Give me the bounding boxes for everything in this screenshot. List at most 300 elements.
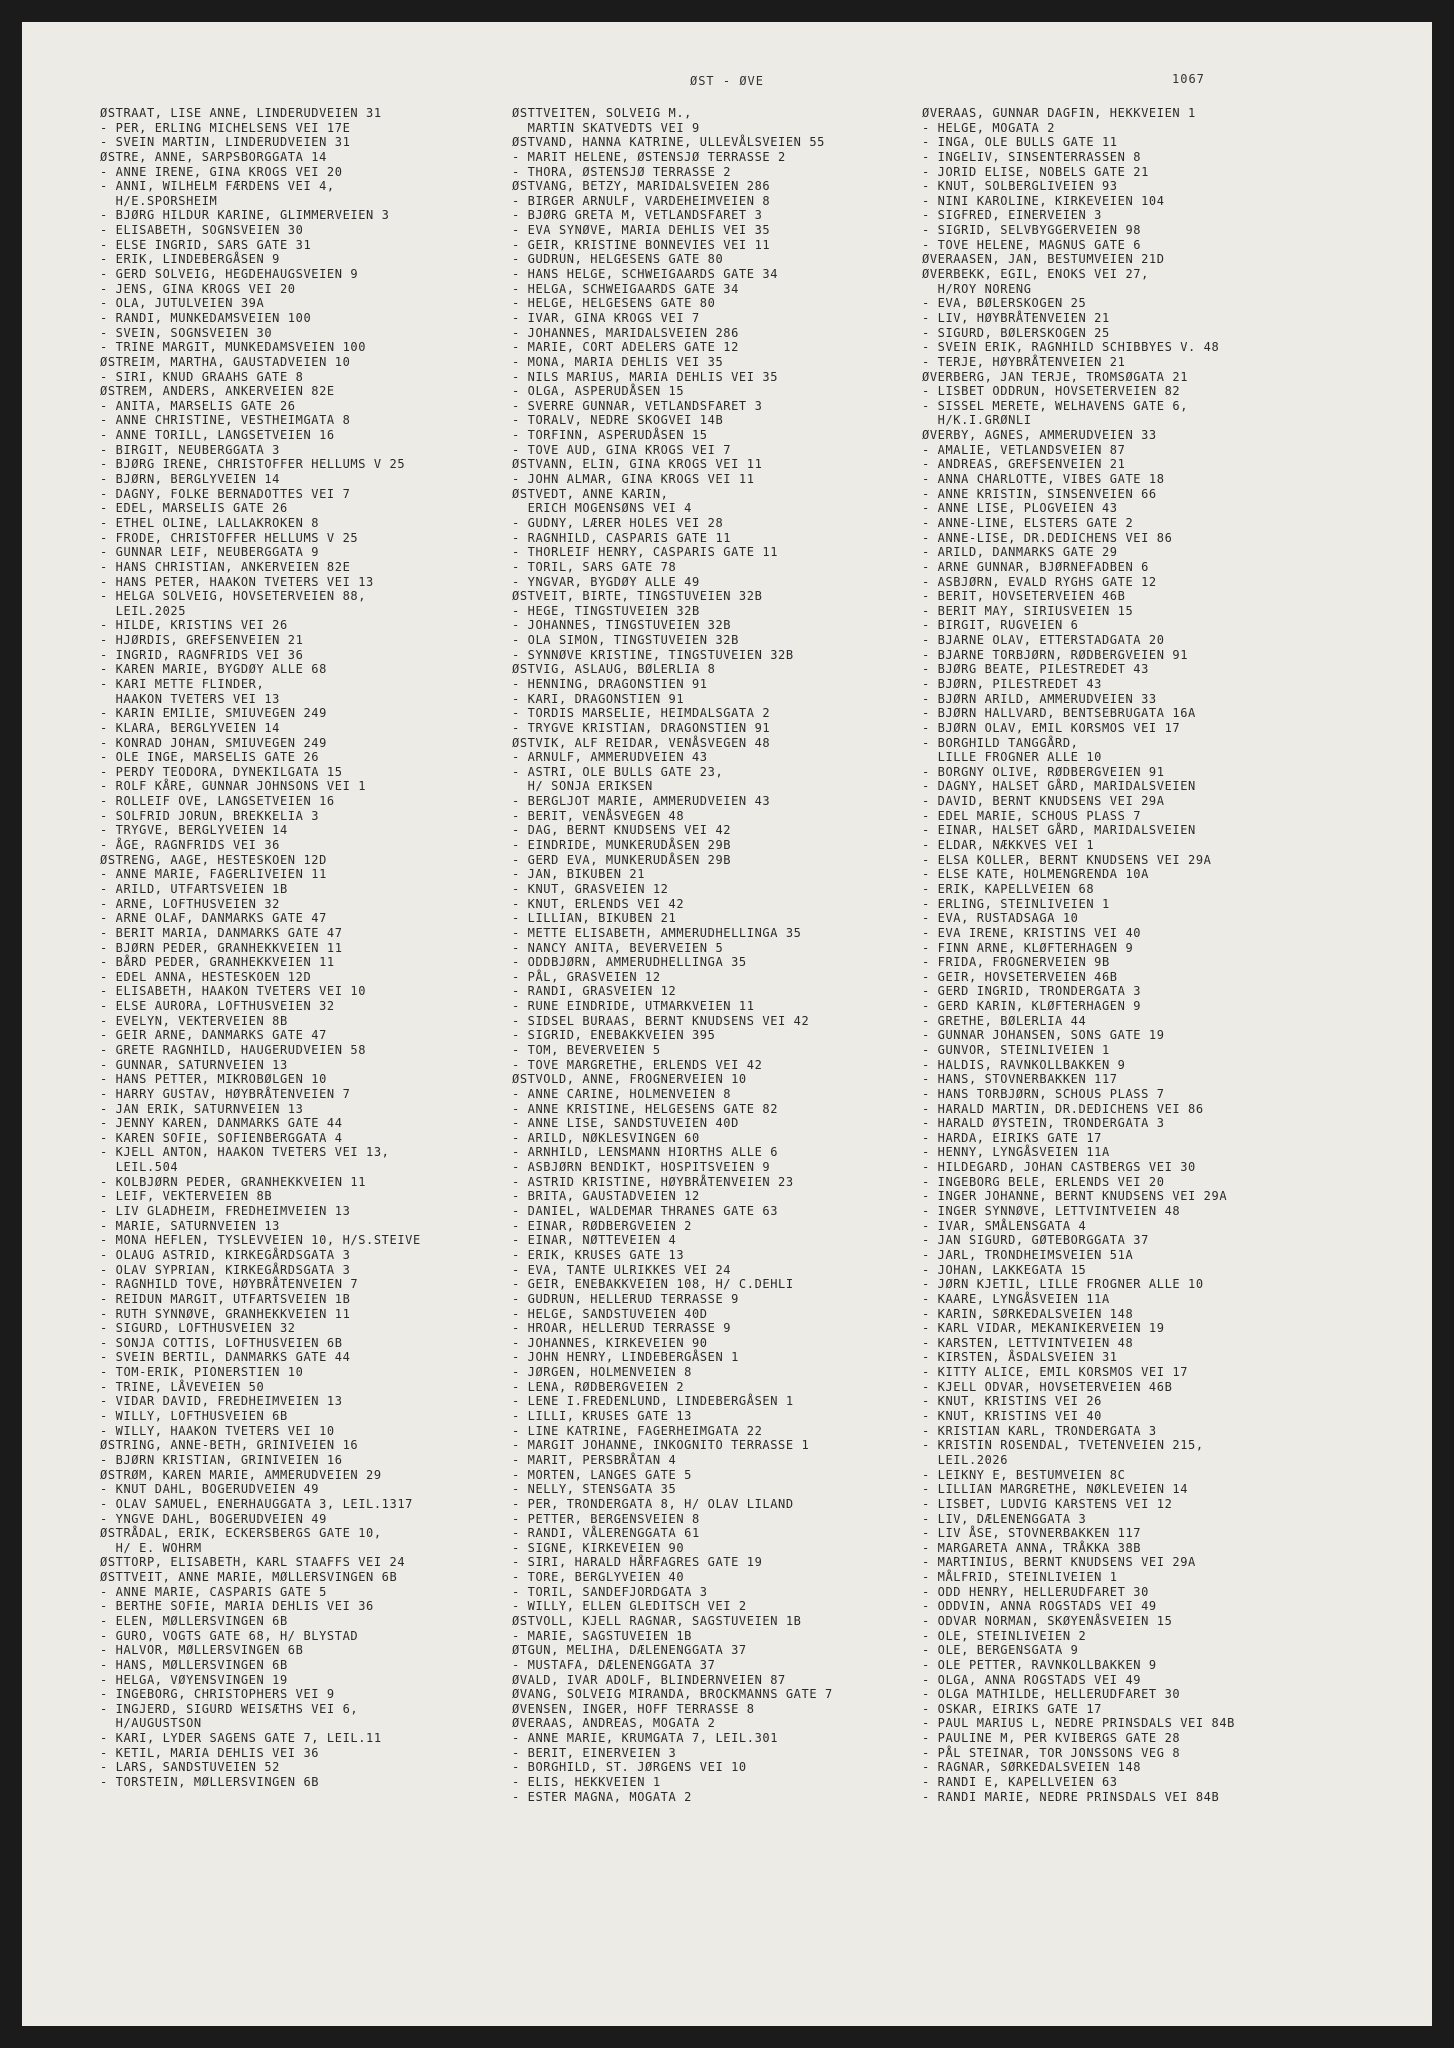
directory-entry: - BORGHILD, ST. JØRGENS VEI 10	[512, 1760, 747, 1775]
directory-entry: - BJØRG HILDUR KARINE, GLIMMERVEIEN 3	[100, 208, 390, 223]
directory-entry: - TOM, BEVERVEIEN 5	[512, 1043, 661, 1057]
directory-column-3	[922, 106, 1235, 1804]
directory-entry: - BERIT, HOVSETERVEIEN 46B	[922, 589, 1126, 604]
directory-entry: - BJØRN OLAV, EMIL KORSMOS VEI 17	[922, 720, 1181, 735]
directory-entry: - GEIR, HOVSETERVEIEN 46B	[922, 969, 1118, 984]
directory-entry: - IVAR, SMÅLENSGATA 4	[922, 1218, 1087, 1233]
directory-entry: - HANS PETTER, MIKROBØLGEN 10	[100, 1072, 327, 1087]
directory-entry: - TORE, BERGLYVEIEN 40	[512, 1570, 685, 1585]
directory-entry: - BORGHILD TANGGÅRD,	[922, 735, 1079, 750]
directory-entry: - BIRGER ARNULF, VARDEHEIMVEIEN 8	[512, 193, 771, 208]
directory-entry: - OLA SIMON, TINGSTUVEIEN 32B	[512, 633, 739, 648]
directory-entry: - DAG, BERNT KNUDSENS VEI 42	[512, 823, 732, 838]
directory-entry: - MARIE, CORT ADELERS GATE 12	[512, 340, 739, 355]
directory-entry: ØSTVEIT, BIRTE, TINGSTUVEIEN 32B	[512, 589, 763, 604]
directory-entry: - VIDAR DAVID, FREDHEIMVEIEN 13	[100, 1394, 343, 1409]
directory-entry: - SIGURD, BØLERSKOGEN 25	[922, 325, 1110, 340]
directory-entry: - LENA, RØDBERGVEIEN 2	[512, 1379, 685, 1394]
directory-entry: - BJARNE OLAV, ETTERSTADGATA 20	[922, 633, 1165, 648]
directory-entry: - RAGNHILD TOVE, HØYBRÅTENVEIEN 7	[100, 1277, 359, 1292]
directory-entry: - ELSE KATE, HOLMENGRENDA 10A	[922, 867, 1149, 882]
directory-entry: - BJØRN, PILESTREDET 43	[922, 676, 1102, 691]
directory-entry: - ROLLEIF OVE, LANGSETVEIEN 16	[100, 794, 335, 809]
directory-entry: - ASTRI, OLE BULLS GATE 23,	[512, 764, 724, 779]
directory-entry: - HARDA, EIRIKS GATE 17	[922, 1130, 1102, 1145]
directory-entry: - JOHANNES, TINGSTUVEIEN 32B	[512, 618, 732, 633]
directory-entry: - LARS, SANDSTUVEIEN 52	[100, 1760, 280, 1775]
directory-entry: ØSTREIM, MARTHA, GAUSTADVEIEN 10	[100, 354, 351, 369]
directory-entry: - ANNE KRISTIN, SINSENVEIEN 66	[922, 486, 1157, 501]
directory-entry: - ANNE CARINE, HOLMENVEIEN 8	[512, 1086, 732, 1101]
directory-entry: - BERIT MARIA, DANMARKS GATE 47	[100, 925, 343, 940]
directory-entry: - SVERRE GUNNAR, VETLANDSFARET 3	[512, 398, 763, 413]
directory-entry: - GERD EVA, MUNKERUDÅSEN 29B	[512, 852, 732, 867]
directory-entry: - SONJA COTTIS, LOFTHUSVEIEN 6B	[100, 1335, 343, 1350]
directory-entry: - THORLEIF HENRY, CASPARIS GATE 11	[512, 545, 779, 560]
directory-entry: - KNUT DAHL, BOGERUDVEIEN 49	[100, 1482, 320, 1497]
directory-entry: - PER, TRONDERGATA 8, H/ OLAV LILAND	[512, 1496, 794, 1511]
directory-entry: - KARIN EMILIE, SMIUVEGEN 249	[100, 706, 327, 721]
directory-entry: - HELGA, VØYENSVINGEN 19	[100, 1672, 288, 1687]
directory-entry: - BERIT, VENÅSVEGEN 48	[512, 808, 685, 823]
directory-entry: - INGER SYNNØVE, LETTVINTVEIEN 48	[922, 1204, 1181, 1219]
directory-entry: - SVEIN, SOGNSVEIEN 30	[100, 325, 273, 340]
directory-entry: - KJELL ANTON, HAAKON TVETERS VEI 13,	[100, 1145, 390, 1160]
directory-entry: - SIGRID, ENEBAKKVEIEN 395	[512, 1028, 716, 1043]
directory-entry: ØSTVIK, ALF REIDAR, VENÅSVEGEN 48	[512, 735, 771, 750]
directory-entry: - OLE INGE, MARSELIS GATE 26	[100, 750, 320, 765]
directory-entry: - GUNVOR, STEINLIVEIEN 1	[922, 1043, 1110, 1057]
directory-entry: - RANDI E, KAPELLVEIEN 63	[922, 1775, 1118, 1790]
directory-entry: - KAARE, LYNGÅSVEIEN 11A	[922, 1291, 1110, 1306]
directory-entry: - KETIL, MARIA DEHLIS VEI 36	[100, 1745, 320, 1760]
directory-entry: - JENS, GINA KROGS VEI 20	[100, 281, 296, 296]
directory-entry: ØSTVOLL, KJELL RAGNAR, SAGSTUVEIEN 1B	[512, 1613, 802, 1628]
directory-entry: - KARI, DRAGONSTIEN 91	[512, 691, 685, 706]
directory-entry: - DAVID, BERNT KNUDSENS VEI 29A	[922, 794, 1165, 809]
directory-entry: - JOHN HENRY, LINDEBERGÅSEN 1	[512, 1350, 739, 1365]
directory-entry: - JØRN KJETIL, LILLE FROGNER ALLE 10	[922, 1277, 1204, 1292]
directory-entry: - NANCY ANITA, BEVERVEIEN 5	[512, 940, 724, 955]
directory-entry: - GURO, VOGTS GATE 68, H/ BLYSTAD	[100, 1628, 359, 1643]
directory-entry: - ERIK, LINDEBERGÅSEN 9	[100, 252, 280, 267]
directory-entry: - GUNNAR LEIF, NEUBERGGATA 9	[100, 545, 320, 560]
directory-entry: - SIDSEL BURAAS, BERNT KNUDSENS VEI 42	[512, 1013, 810, 1028]
directory-entry: - DAGNY, HALSET GÅRD, MARIDALSVEIEN	[922, 779, 1196, 794]
directory-entry: - GUDRUN, HELGESENS GATE 80	[512, 252, 724, 267]
directory-entry: - ARILD, UTFARTSVEIEN 1B	[100, 881, 288, 896]
directory-entry: - KARL VIDAR, MEKANIKERVEIEN 19	[922, 1321, 1165, 1336]
directory-entry: ØSTTVEITEN, SOLVEIG M.,	[512, 106, 692, 120]
directory-entry: - HILDEGARD, JOHAN CASTBERGS VEI 30	[922, 1160, 1196, 1175]
directory-entry: - BJØRG GRETA M, VETLANDSFARET 3	[512, 208, 763, 223]
directory-entry: - HELGE, SANDSTUVEIEN 40D	[512, 1306, 708, 1321]
directory-entry: - GEIR ARNE, DANMARKS GATE 47	[100, 1028, 327, 1043]
directory-entry: - KONRAD JOHAN, SMIUVEGEN 249	[100, 735, 327, 750]
directory-entry: - ANDREAS, GREFSENVEIEN 21	[922, 457, 1126, 472]
directory-entry: - HARRY GUSTAV, HØYBRÅTENVEIEN 7	[100, 1086, 351, 1101]
directory-entry: ØSTVEDT, ANNE KARIN,	[512, 486, 669, 501]
directory-entry: - PÅL STEINAR, TOR JONSSONS VEG 8	[922, 1745, 1181, 1760]
directory-entry: - THORA, ØSTENSJØ TERRASSE 2	[512, 164, 732, 179]
directory-entry: - ANNI, WILHELM FÆRDENS VEI 4,	[100, 179, 335, 194]
directory-entry: - INGELIV, SINSENTERRASSEN 8	[922, 149, 1142, 164]
directory-entry: - ELSE INGRID, SARS GATE 31	[100, 237, 312, 252]
directory-entry: - EDEL, MARSELIS GATE 26	[100, 501, 288, 516]
directory-entry: - LEIF, VEKTERVEIEN 8B	[100, 1189, 273, 1204]
directory-entry: - MONA, MARIA DEHLIS VEI 35	[512, 354, 724, 369]
directory-entry: - BJØRN HALLVARD, BENTSEBRUGATA 16A	[922, 706, 1196, 721]
directory-entry: - ASBJØRN BENDIKT, HOSPITSVEIEN 9	[512, 1160, 771, 1175]
directory-entry: - RANDI, MUNKEDAMSVEIEN 100	[100, 310, 312, 325]
directory-entry: - BJØRN PEDER, GRANHEKKVEIEN 11	[100, 940, 343, 955]
directory-entry: - ELISABETH, SOGNSVEIEN 30	[100, 223, 304, 238]
directory-entry: - GUNNAR JOHANSEN, SONS GATE 19	[922, 1028, 1165, 1043]
directory-entry: - KARSTEN, LETTVINTVEIEN 48	[922, 1335, 1134, 1350]
directory-entry: ØVERBEKK, EGIL, ENOKS VEI 27,	[922, 267, 1149, 282]
directory-entry: - OLA, JUTULVEIEN 39A	[100, 296, 265, 311]
directory-entry: - TOM-ERIK, PIONERSTIEN 10	[100, 1365, 304, 1380]
directory-entry: - LILLIAN MARGRETHE, NØKLEVEIEN 14	[922, 1482, 1189, 1497]
directory-entry: - INGEBORG BELE, ERLENDS VEI 20	[922, 1174, 1165, 1189]
directory-entry: ØVENSEN, INGER, HOFF TERRASSE 8	[512, 1701, 755, 1716]
directory-entry: - PER, ERLING MICHELSENS VEI 17E	[100, 120, 351, 135]
directory-entry: - WILLY, HAAKON TVETERS VEI 10	[100, 1423, 335, 1438]
directory-entry: - DAGNY, FOLKE BERNADOTTES VEI 7	[100, 486, 351, 501]
directory-entry: H/AUGUSTSON	[100, 1716, 202, 1731]
directory-entry: - MARIT, PERSBRÅTAN 4	[512, 1452, 677, 1467]
directory-entry: ØSTRÅDAL, ERIK, ECKERSBERGS GATE 10,	[100, 1526, 382, 1541]
directory-entry: - EDEL MARIE, SCHOUS PLASS 7	[922, 808, 1142, 823]
directory-entry: - GEIR, KRISTINE BONNEVIES VEI 11	[512, 237, 771, 252]
directory-entry: - HROAR, HELLERUD TERRASSE 9	[512, 1321, 732, 1336]
directory-entry: - ODD HENRY, HELLERUDFARET 30	[922, 1584, 1149, 1599]
directory-entry: - JAN SIGURD, GØTEBORGGATA 37	[922, 1233, 1149, 1248]
directory-entry: - ARNE, LOFTHUSVEIEN 32	[100, 896, 280, 911]
directory-entry: H/E.SPORSHEIM	[100, 193, 218, 208]
directory-column-1	[100, 106, 421, 1790]
directory-entry: ØSTVAND, HANNA KATRINE, ULLEVÅLSVEIEN 55	[512, 135, 825, 150]
directory-entry: - ANNE-LINE, ELSTERS GATE 2	[922, 515, 1134, 530]
directory-entry: - ROLF KÅRE, GUNNAR JOHNSONS VEI 1	[100, 779, 367, 794]
directory-entry: ØVANG, SOLVEIG MIRANDA, BROCKMANNS GATE 7	[512, 1687, 833, 1702]
directory-entry: - ERIK, KAPELLVEIEN 68	[922, 881, 1095, 896]
directory-entry: - BERGLJOT MARIE, AMMERUDVEIEN 43	[512, 794, 771, 809]
directory-entry: - ANNE LISE, PLOGVEIEN 43	[922, 501, 1118, 516]
directory-entry: - LINE KATRINE, FAGERHEIMGATA 22	[512, 1423, 763, 1438]
directory-entry: - TRYGVE, BERGLYVEIEN 14	[100, 823, 288, 838]
directory-entry: - NINI KAROLINE, KIRKEVEIEN 104	[922, 193, 1165, 208]
directory-entry: ØSTRING, ANNE-BETH, GRINIVEIEN 16	[100, 1438, 359, 1453]
directory-entry: - RAGNHILD, CASPARIS GATE 11	[512, 530, 732, 545]
directory-entry: - KIRSTEN, ÅSDALSVEIEN 31	[922, 1350, 1118, 1365]
directory-entry: - INGRID, RAGNFRIDS VEI 36	[100, 647, 304, 662]
directory-entry: - HARALD MARTIN, DR.DEDICHENS VEI 86	[922, 1101, 1204, 1116]
directory-entry: - BJARNE TORBJØRN, RØDBERGVEIEN 91	[922, 647, 1189, 662]
directory-entry: ØSTREM, ANDERS, ANKERVEIEN 82E	[100, 384, 335, 399]
directory-entry: - RANDI, GRASVEIEN 12	[512, 984, 677, 999]
directory-entry: - KARI METTE FLINDER,	[100, 676, 265, 691]
directory-entry: - MARIT HELENE, ØSTENSJØ TERRASSE 2	[512, 149, 786, 164]
directory-entry: - LIV, HØYBRÅTENVEIEN 21	[922, 310, 1110, 325]
directory-entry: - ELIS, HEKKVEIEN 1	[512, 1775, 661, 1790]
directory-entry: - ERLING, STEINLIVEIEN 1	[922, 896, 1110, 911]
directory-entry: ØSTRØM, KAREN MARIE, AMMERUDVEIEN 29	[100, 1467, 382, 1482]
directory-entry: - ÅGE, RAGNFRIDS VEI 36	[100, 838, 280, 853]
directory-entry: ØSTTVEIT, ANNE MARIE, MØLLERSVINGEN 6B	[100, 1570, 398, 1585]
directory-entry: - BJØRN KRISTIAN, GRINIVEIEN 16	[100, 1452, 343, 1467]
directory-entry: H/ E. WOHRM	[100, 1540, 202, 1555]
directory-entry: - EVA, RUSTADSAGA 10	[922, 911, 1079, 926]
directory-entry: - HARALD ØYSTEIN, TRONDERGATA 3	[922, 1116, 1165, 1131]
directory-entry: - ESTER MAGNA, MOGATA 2	[512, 1789, 692, 1804]
directory-entry: - TORIL, SARS GATE 78	[512, 559, 677, 574]
directory-entry: - TERJE, HØYBRÅTENVEIEN 21	[922, 354, 1126, 369]
directory-entry: - KNUT, GRASVEIEN 12	[512, 881, 669, 896]
directory-entry: - EVELYN, VEKTERVEIEN 8B	[100, 1013, 288, 1028]
directory-entry: - HANS, STOVNERBAKKEN 117	[922, 1072, 1118, 1087]
directory-entry: - OSKAR, EIRIKS GATE 17	[922, 1701, 1102, 1716]
directory-entry: - PETTER, BERGENSVEIEN 8	[512, 1511, 700, 1526]
directory-entry: - ARNULF, AMMERUDVEIEN 43	[512, 750, 708, 765]
directory-entry: ØVERBY, AGNES, AMMERUDVEIEN 33	[922, 428, 1157, 443]
directory-entry: - KITTY ALICE, EMIL KORSMOS VEI 17	[922, 1365, 1189, 1380]
directory-entry: MARTIN SKATVEDTS VEI 9	[512, 120, 700, 135]
directory-entry: - OLAV SAMUEL, ENERHAUGGATA 3, LEIL.1317	[100, 1496, 413, 1511]
directory-entry: ØVERAAS, GUNNAR DAGFIN, HEKKVEIEN 1	[922, 106, 1196, 120]
directory-entry: - TORFINN, ASPERUDÅSEN 15	[512, 428, 708, 443]
directory-entry: - HANS TORBJØRN, SCHOUS PLASS 7	[922, 1086, 1165, 1101]
directory-entry: - MARIE, SAGSTUVEIEN 1B	[512, 1628, 692, 1643]
directory-entry: - ERIK, KRUSES GATE 13	[512, 1247, 685, 1262]
directory-entry: - TOVE HELENE, MAGNUS GATE 6	[922, 237, 1142, 252]
directory-entry: - YNGVAR, BYGDØY ALLE 49	[512, 574, 700, 589]
directory-entry: - OLAUG ASTRID, KIRKEGÅRDSGATA 3	[100, 1247, 351, 1262]
directory-entry: - MARGIT JOHANNE, INKOGNITO TERRASSE 1	[512, 1438, 810, 1453]
directory-entry: - RUNE EINDRIDE, UTMARKVEIEN 11	[512, 999, 755, 1014]
directory-entry: - ANNE KRISTINE, HELGESENS GATE 82	[512, 1101, 779, 1116]
directory-entry: ØSTTORP, ELISABETH, KARL STAAFFS VEI 24	[100, 1555, 406, 1570]
directory-entry: ØVALD, IVAR ADOLF, BLINDERNVEIEN 87	[512, 1672, 786, 1687]
directory-entry: - BORGNY OLIVE, RØDBERGVEIEN 91	[922, 764, 1165, 779]
directory-entry: - KRISTIAN KARL, TRONDERGATA 3	[922, 1423, 1157, 1438]
directory-entry: - PAULINE M, PER KVIBERGS GATE 28	[922, 1731, 1181, 1746]
directory-entry: - BJØRN ARILD, AMMERUDVEIEN 33	[922, 691, 1157, 706]
directory-entry: - JOHN ALMAR, GINA KROGS VEI 11	[512, 472, 755, 487]
directory-entry: - GUDRUN, HELLERUD TERRASSE 9	[512, 1291, 739, 1306]
directory-entry: - FINN ARNE, KLØFTERHAGEN 9	[922, 940, 1134, 955]
directory-entry: - ANNE CHRISTINE, VESTHEIMGATA 8	[100, 413, 351, 428]
directory-entry: - KJELL ODVAR, HOVSETERVEIEN 46B	[922, 1379, 1173, 1394]
directory-entry: - NILS MARIUS, MARIA DEHLIS VEI 35	[512, 369, 779, 384]
directory-entry: - ELDAR, NÆKKVES VEI 1	[922, 838, 1095, 853]
directory-entry: ØSTRAAT, LISE ANNE, LINDERUDVEIEN 31	[100, 106, 382, 120]
directory-entry: - LEIKNY E, BESTUMVEIEN 8C	[922, 1467, 1126, 1482]
directory-entry: - ANNE LISE, SANDSTUVEIEN 40D	[512, 1116, 739, 1131]
directory-entry: - JORID ELISE, NOBELS GATE 21	[922, 164, 1149, 179]
directory-entry: - RUTH SYNNØVE, GRANHEKKVEIEN 11	[100, 1306, 351, 1321]
directory-entry: - MARTINIUS, BERNT KNUDSENS VEI 29A	[922, 1555, 1196, 1570]
directory-entry: - ELSA KOLLER, BERNT KNUDSENS VEI 29A	[922, 852, 1212, 867]
directory-entry: LEIL.504	[100, 1160, 179, 1175]
directory-page	[22, 22, 1432, 2026]
directory-entry: - SIRI, HARALD HÅRFAGRES GATE 19	[512, 1555, 763, 1570]
directory-entry: - SOLFRID JORUN, BREKKELIA 3	[100, 808, 320, 823]
directory-entry: - ANNA CHARLOTTE, VIBES GATE 18	[922, 472, 1165, 487]
directory-entry: - ETHEL OLINE, LALLAKROKEN 8	[100, 515, 320, 530]
directory-entry: - ASBJØRN, EVALD RYGHS GATE 12	[922, 574, 1157, 589]
directory-entry: - MÅLFRID, STEINLIVEIEN 1	[922, 1570, 1118, 1585]
directory-entry: - ANNE MARIE, FAGERLIVEIEN 11	[100, 867, 327, 882]
directory-entry: ØVERAAS, ANDREAS, MOGATA 2	[512, 1716, 716, 1731]
directory-entry: - EVA IRENE, KRISTINS VEI 40	[922, 925, 1142, 940]
directory-entry: ØVERBERG, JAN TERJE, TROMSØGATA 21	[922, 369, 1189, 384]
directory-entry: - ODDVIN, ANNA ROGSTADS VEI 49	[922, 1599, 1157, 1614]
directory-entry: - ELSE AURORA, LOFTHUSVEIEN 32	[100, 999, 335, 1014]
directory-entry: - GUDNY, LÆRER HOLES VEI 28	[512, 515, 724, 530]
directory-entry: - DANIEL, WALDEMAR THRANES GATE 63	[512, 1204, 779, 1219]
directory-entry: - ELEN, MØLLERSVINGEN 6B	[100, 1613, 288, 1628]
directory-entry: - HANS HELGE, SCHWEIGAARDS GATE 34	[512, 267, 779, 282]
directory-entry: - WILLY, LOFTHUSVEIEN 6B	[100, 1409, 288, 1424]
directory-entry: - SYNNØVE KRISTINE, TINGSTUVEIEN 32B	[512, 647, 794, 662]
directory-entry: - BÅRD PEDER, GRANHEKKVEIEN 11	[100, 955, 335, 970]
directory-entry: - GEIR, ENEBAKKVEIEN 108, H/ C.DEHLI	[512, 1277, 794, 1292]
directory-entry: - ODVAR NORMAN, SKØYENÅSVEIEN 15	[922, 1613, 1173, 1628]
directory-entry: ØTGUN, MELIHA, DÆLENENGGATA 37	[512, 1643, 747, 1658]
directory-entry: - LENE I.FREDENLUND, LINDEBERGÅSEN 1	[512, 1394, 794, 1409]
directory-entry: - HENNY, LYNGÅSVEIEN 11A	[922, 1145, 1110, 1160]
directory-entry: - HALVOR, MØLLERSVINGEN 6B	[100, 1643, 304, 1658]
directory-entry: - PÅL, GRASVEIEN 12	[512, 969, 661, 984]
directory-entry: - HILDE, KRISTINS VEI 26	[100, 618, 288, 633]
directory-entry: - TRYGVE KRISTIAN, DRAGONSTIEN 91	[512, 720, 771, 735]
directory-entry: - RANDI MARIE, NEDRE PRINSDALS VEI 84B	[922, 1789, 1220, 1804]
directory-entry: - BERIT MAY, SIRIUSVEIEN 15	[922, 603, 1134, 618]
directory-entry: - OLGA MATHILDE, HELLERUDFARET 30	[922, 1687, 1181, 1702]
directory-entry: - ARILD, DANMARKS GATE 29	[922, 545, 1118, 560]
directory-entry: - ASTRID KRISTINE, HØYBRÅTENVEIEN 23	[512, 1174, 794, 1189]
directory-entry: - INGA, OLE BULLS GATE 11	[922, 135, 1118, 150]
page-title: ØST - ØVE	[689, 74, 765, 88]
directory-entry: HAAKON TVETERS VEI 13	[100, 691, 280, 706]
directory-entry: ØSTRENG, AAGE, HESTESKOEN 12D	[100, 852, 327, 867]
directory-entry: - JOHANNES, KIRKEVEIEN 90	[512, 1335, 708, 1350]
directory-entry: - LILLI, KRUSES GATE 13	[512, 1409, 692, 1424]
directory-entry: - JARL, TRONDHEIMSVEIEN 51A	[922, 1247, 1134, 1262]
directory-entry: - ARILD, NØKLESVINGEN 60	[512, 1130, 700, 1145]
directory-entry: - HENNING, DRAGONSTIEN 91	[512, 676, 708, 691]
directory-entry: - MUSTAFA, DÆLENENGGATA 37	[512, 1657, 716, 1672]
directory-entry: - SVEIN MARTIN, LINDERUDVEIEN 31	[100, 135, 351, 150]
directory-entry: - SIGNE, KIRKEVEIEN 90	[512, 1540, 685, 1555]
directory-entry: - KARI, LYDER SAGENS GATE 7, LEIL.11	[100, 1731, 382, 1746]
directory-entry: - KNUT, KRISTINS VEI 40	[922, 1409, 1102, 1424]
directory-entry: - JENNY KAREN, DANMARKS GATE 44	[100, 1116, 343, 1131]
directory-entry: - SVEIN BERTIL, DANMARKS GATE 44	[100, 1350, 351, 1365]
directory-entry: - ELISABETH, HAAKON TVETERS VEI 10	[100, 984, 367, 999]
directory-entry: LEIL.2026	[922, 1452, 1009, 1467]
directory-entry: ØSTVOLD, ANNE, FROGNERVEIEN 10	[512, 1072, 747, 1087]
directory-entry: - GRETE RAGNHILD, HAUGERUDVEIEN 58	[100, 1043, 367, 1057]
directory-entry: - YNGVE DAHL, BOGERUDVEIEN 49	[100, 1511, 327, 1526]
directory-entry: - ANITA, MARSELIS GATE 26	[100, 398, 296, 413]
directory-entry: - HELGE, HELGESENS GATE 80	[512, 296, 716, 311]
directory-entry: - LIV, DÆLENENGGATA 3	[922, 1511, 1087, 1526]
directory-entry: - IVAR, GINA KROGS VEI 7	[512, 310, 700, 325]
directory-entry: - INGJERD, SIGURD WEISÆTHS VEI 6,	[100, 1701, 359, 1716]
directory-entry: - LISBET, LUDVIG KARSTENS VEI 12	[922, 1496, 1173, 1511]
directory-entry: - ANNE IRENE, GINA KROGS VEI 20	[100, 164, 343, 179]
directory-entry: - GERD INGRID, TRONDERGATA 3	[922, 984, 1142, 999]
directory-entry: - AMALIE, VETLANDSVEIEN 87	[922, 442, 1126, 457]
directory-entry: - OLGA, ANNA ROGSTADS VEI 49	[922, 1672, 1142, 1687]
directory-entry: - ANNE MARIE, CASPARIS GATE 5	[100, 1584, 327, 1599]
directory-entry: - ARNE OLAF, DANMARKS GATE 47	[100, 911, 327, 926]
directory-entry: - KARIN, SØRKEDALSVEIEN 148	[922, 1306, 1134, 1321]
directory-entry: H/K.I.GRØNLI	[922, 413, 1032, 428]
directory-entry: - TRINE MARGIT, MUNKEDAMSVEIEN 100	[100, 340, 367, 355]
directory-entry: - LISBET ODDRUN, HOVSETERVEIEN 82	[922, 384, 1181, 399]
directory-entry: - HJØRDIS, GREFSENVEIEN 21	[100, 633, 304, 648]
directory-entry: - SIRI, KNUD GRAAHS GATE 8	[100, 369, 304, 384]
directory-entry: - INGEBORG, CHRISTOPHERS VEI 9	[100, 1687, 335, 1702]
directory-entry: - ODDBJØRN, AMMERUDHELLINGA 35	[512, 955, 747, 970]
directory-entry: - ANNE TORILL, LANGSETVEIEN 16	[100, 428, 335, 443]
directory-entry: LEIL.2025	[100, 603, 187, 618]
directory-entry: - HELGA, SCHWEIGAARDS GATE 34	[512, 281, 739, 296]
directory-entry: - SVEIN ERIK, RAGNHILD SCHIBBYES V. 48	[922, 340, 1220, 355]
directory-entry: - TORALV, NEDRE SKOGVEI 14B	[512, 413, 724, 428]
directory-entry: - OLE PETTER, RAVNKOLLBAKKEN 9	[922, 1657, 1157, 1672]
directory-entry: - ANNE-LISE, DR.DEDICHENS VEI 86	[922, 530, 1173, 545]
directory-entry: LILLE FROGNER ALLE 10	[922, 750, 1102, 765]
directory-entry: - OLAV SYPRIAN, KIRKEGÅRDSGATA 3	[100, 1262, 351, 1277]
directory-entry: - JAN ERIK, SATURNVEIEN 13	[100, 1101, 304, 1116]
directory-entry: - REIDUN MARGIT, UTFARTSVEIEN 1B	[100, 1291, 351, 1306]
directory-entry: - HEGE, TINGSTUVEIEN 32B	[512, 603, 700, 618]
directory-entry: - JOHAN, LAKKEGATA 15	[922, 1262, 1087, 1277]
directory-entry: - SIGURD, LOFTHUSVEIEN 32	[100, 1321, 296, 1336]
directory-entry: - PAUL MARIUS L, NEDRE PRINSDALS VEI 84B	[922, 1716, 1235, 1731]
directory-entry: - KLARA, BERGLYVEIEN 14	[100, 720, 280, 735]
directory-entry: - HELGA SOLVEIG, HOVSETERVEIEN 88,	[100, 589, 367, 604]
directory-entry: - GRETHE, BØLERLIA 44	[922, 1013, 1087, 1028]
directory-entry: - RANDI, VÅLERENGGATA 61	[512, 1526, 700, 1541]
directory-entry: ØSTRE, ANNE, SARPSBORGGATA 14	[100, 149, 327, 164]
directory-entry: - KAREN SOFIE, SOFIENBERGGATA 4	[100, 1130, 343, 1145]
directory-entry: - KRISTIN ROSENDAL, TVETENVEIEN 215,	[922, 1438, 1204, 1453]
directory-entry: - KNUT, ERLENDS VEI 42	[512, 896, 685, 911]
directory-entry: - BERTHE SOFIE, MARIA DEHLIS VEI 36	[100, 1599, 374, 1614]
directory-entry: - PERDY TEODORA, DYNEKILGATA 15	[100, 764, 343, 779]
directory-entry: - MARGARETA ANNA, TRÅKKA 38B	[922, 1540, 1142, 1555]
page-number: 1067	[1172, 72, 1205, 86]
directory-entry: - HANS PETER, HAAKON TVETERS VEI 13	[100, 574, 374, 589]
directory-entry: - EINAR, HALSET GÅRD, MARIDALSVEIEN	[922, 823, 1196, 838]
directory-entry: - SISSEL MERETE, WELHAVENS GATE 6,	[922, 398, 1189, 413]
directory-entry: - MORTEN, LANGES GATE 5	[512, 1467, 692, 1482]
directory-entry: - NELLY, STENSGATA 35	[512, 1482, 677, 1497]
directory-entry: - BIRGIT, RUGVEIEN 6	[922, 618, 1079, 633]
directory-entry: - TORSTEIN, MØLLERSVINGEN 6B	[100, 1775, 320, 1790]
directory-entry: - HELGE, MOGATA 2	[922, 120, 1056, 135]
directory-entry: - EVA, TANTE ULRIKKES VEI 24	[512, 1262, 732, 1277]
directory-entry: - GERD SOLVEIG, HEGDEHAUGSVEIEN 9	[100, 267, 359, 282]
directory-entry: - BRITA, GAUSTADVEIEN 12	[512, 1189, 700, 1204]
directory-entry: - ARNE GUNNAR, BJØRNEFADBEN 6	[922, 559, 1149, 574]
directory-entry: - FRIDA, FROGNERVEIEN 9B	[922, 955, 1110, 970]
